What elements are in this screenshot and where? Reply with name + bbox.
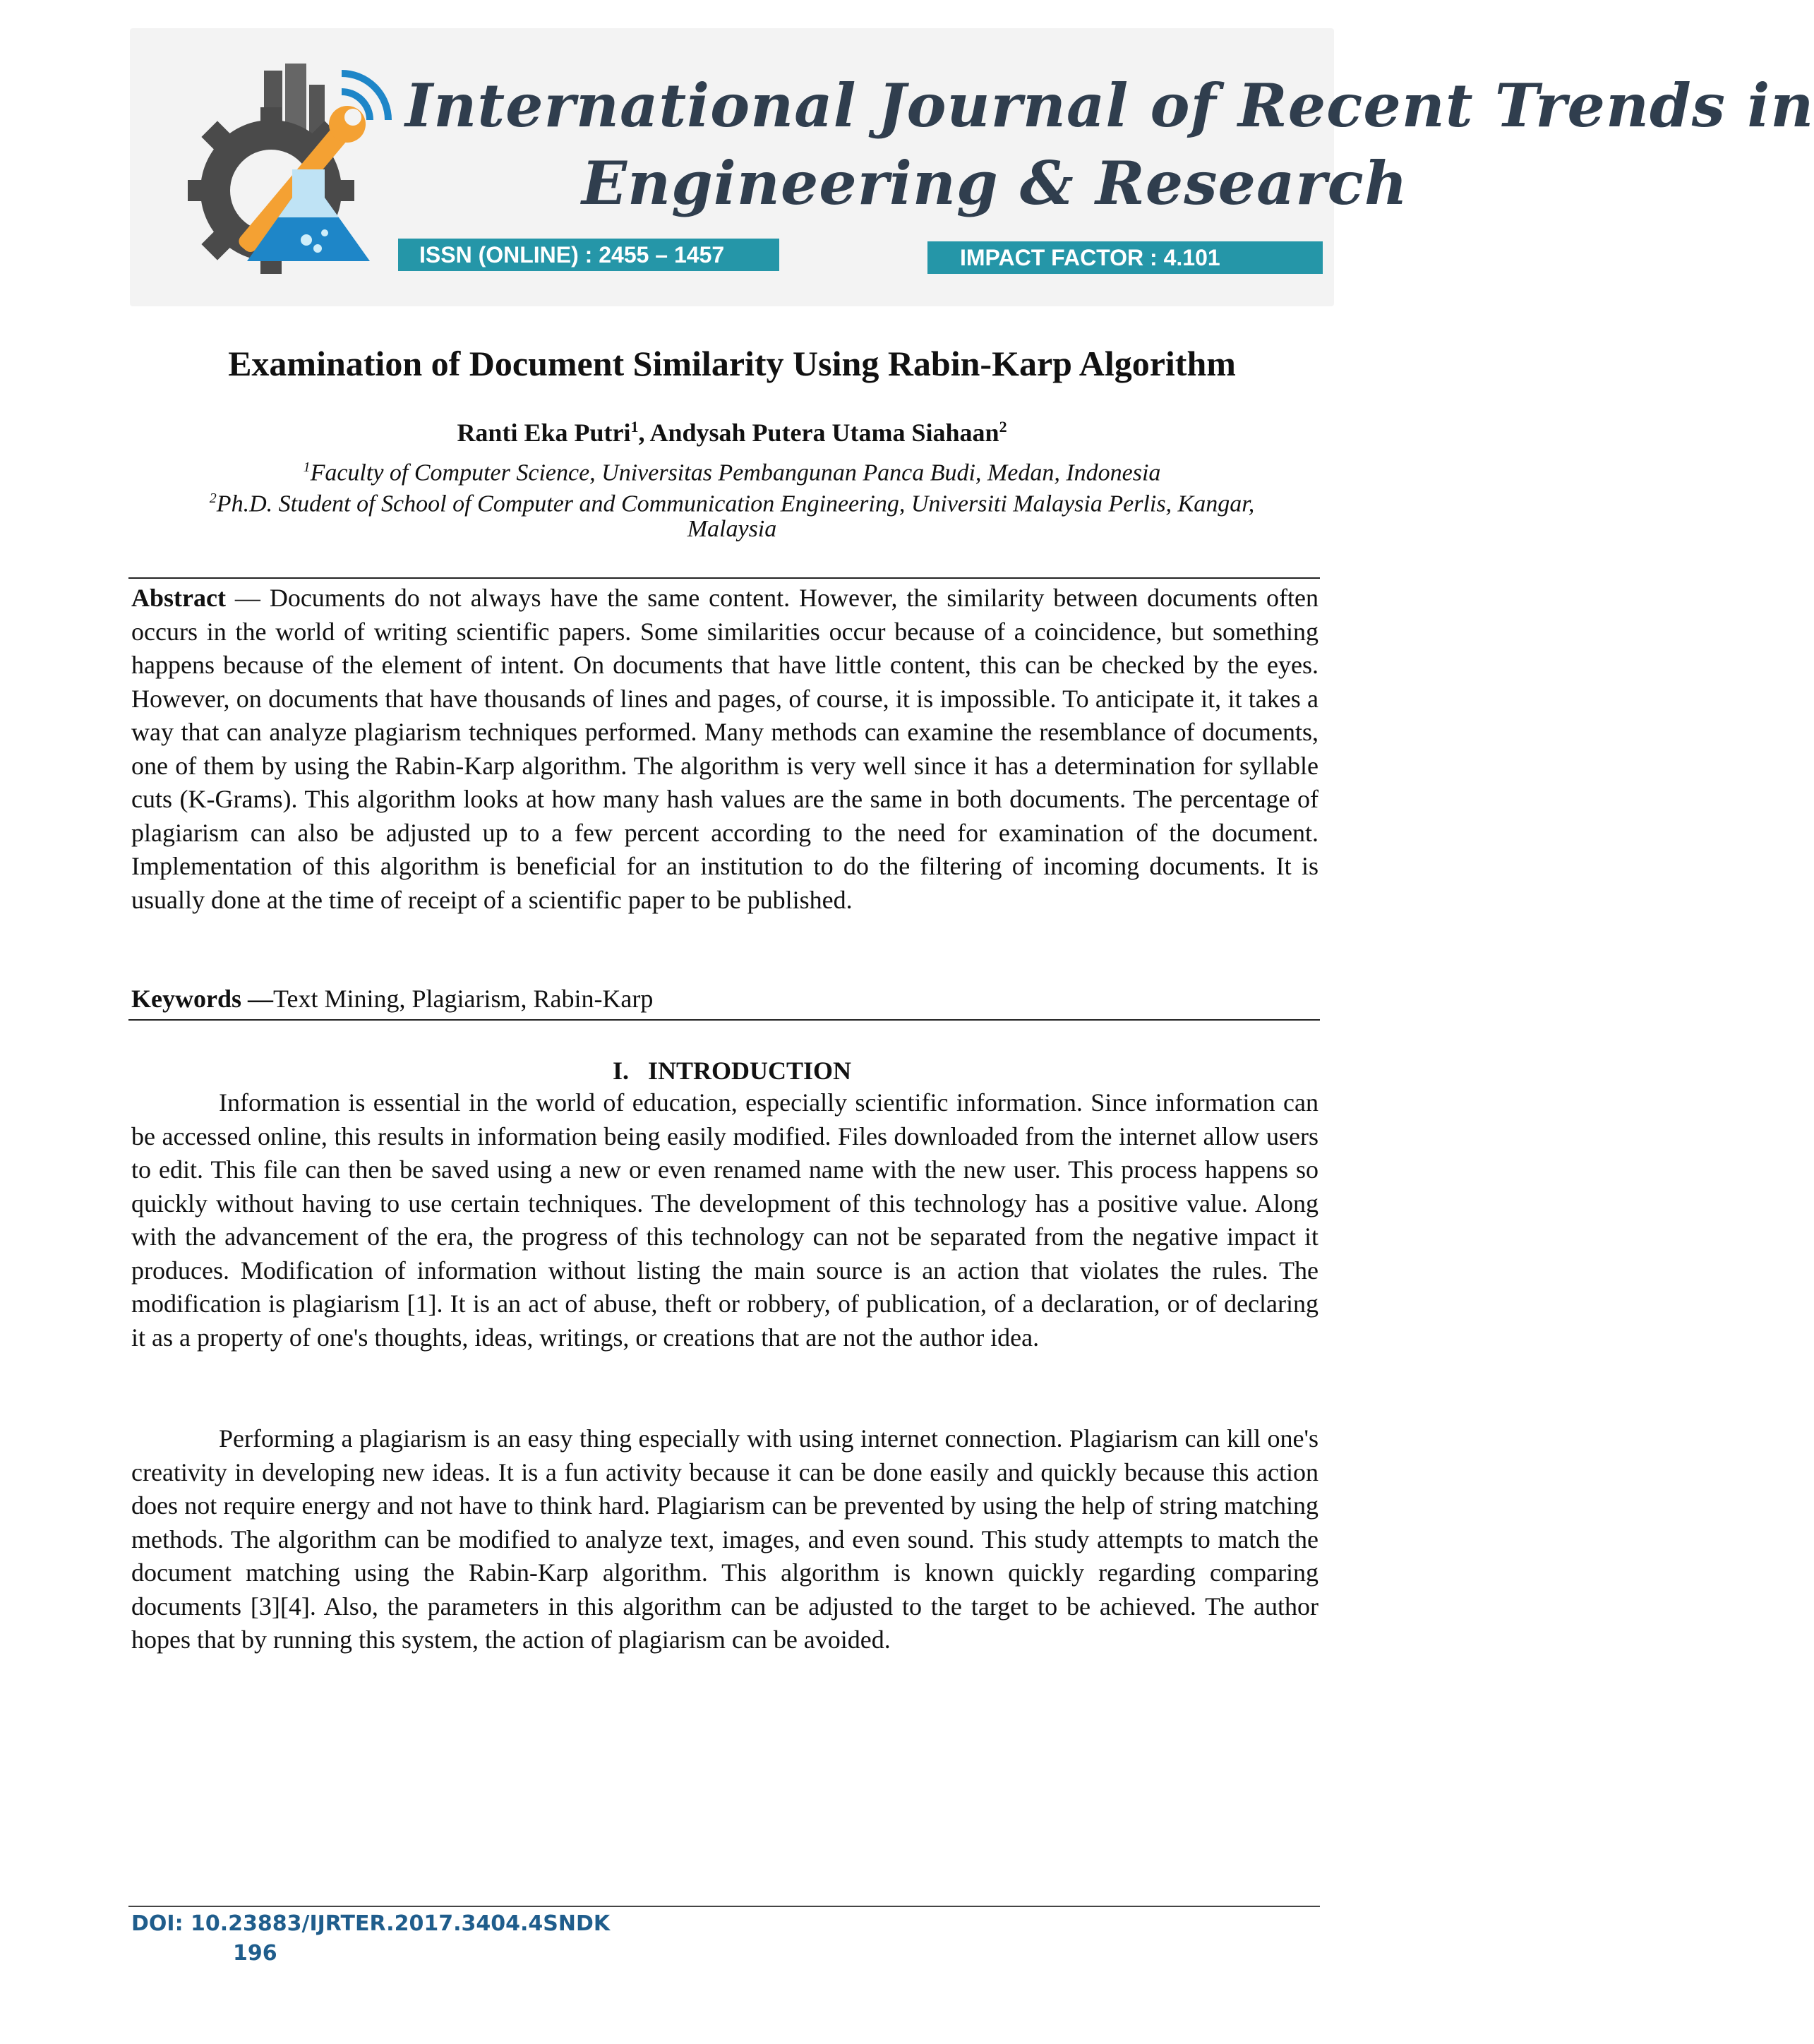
impact-factor-badge: IMPACT FACTOR : 4.101 [927,241,1323,274]
issn-badge: ISSN (ONLINE) : 2455 – 1457 [398,239,779,271]
journal-title-line2: Engineering & Research [582,148,1408,218]
abstract-label: Abstract [131,584,226,612]
paper-title: Examination of Document Similarity Using Rabin-Karp Algorithm [228,344,1236,383]
section-heading-introduction [130,1056,1334,1086]
keywords-bottom-rule [128,1019,1320,1021]
author-name: Ranti Eka Putri [457,419,631,447]
author-separator: , [638,419,650,447]
author-sup: 2 [999,418,1007,435]
affiliation-text: Ph.D. Student of School of Computer and Communication Engineering, Universiti Malaysia Perlis, Kangar, [216,491,1255,517]
journal-banner [130,28,1814,306]
affiliation-sup: 1 [303,459,311,475]
journal-title-line1: International Journal of Recent Trends in [405,71,1814,140]
abstract [131,582,1319,917]
intro-paragraph-1: Information is essential in the world of education, especially scientific information. Since information can be accessed online, this results in information being easily modified. Files downloaded from the internet allow users to edit. This file can then be saved using a new or even renamed name with the new user. This process happens so quickly without having to use certain techniques. The development of this technology has a positive value. Along with the advancement of the era, the progress of this technology can not be separated from the negative impact it produces. Modification of information without listing the main source is an action that violates the rules. The modification is plagiarism [1]. It is an act of abuse, theft or robbery, of publication, of a declaration, or of declaring it as a property of one's thoughts, ideas, writings, or creations that are not the author idea. [131,1088,1319,1352]
doi-text: DOI: 10.23883/IJRTER.2017.3404.4SNDK [131,1911,611,1936]
keywords [131,982,1319,1016]
footer-rule [128,1906,1320,1907]
keywords-text: Text Mining, Plagiarism, Rabin-Karp [273,985,654,1013]
abstract-top-rule [128,577,1320,579]
affiliation-sup: 2 [209,491,217,506]
intro-paragraph-2: Performing a plagiarism is an easy thing especially with using internet connection. Plagiarism can kill one's creativity in developing new ideas. It is a fun activity because it can be done easily and quickly because this action does not require energy and not have to think hard. Plagiarism can be prevented by using the help of string matching methods. The algorithm can be modified to analyze text, images, and even sound. This study attempts to match the document matching using the Rabin-Karp algorithm. This algorithm is known quickly regarding comparing documents [3][4]. Also, the parameters in this algorithm can be adjusted to the target to be achieved. The author hopes that by running this system, the action of plagiarism can be avoided. [131,1424,1319,1654]
author-name: Andysah Putera Utama Siahaan [649,419,999,447]
page-number: 196 [233,1941,277,1966]
author-list [130,418,1334,447]
section-number: I. [612,1057,629,1085]
affiliation-2-continued: Malaysia [687,516,777,542]
section-title: INTRODUCTION [647,1057,852,1085]
keywords-label: Keywords — [131,985,273,1013]
abstract-text: — Documents do not always have the same content. However, the similarity between documents often occurs in the world of writing scientific papers. Some similarities occur because of a coincidence, but something happens because of the element of intent. On documents that have little content, this can be checked by the eyes. However, on documents that have thousands of lines and pages, of course, it is impossible. To anticipate it, it takes a way that can analyze plagiarism techniques performed. Many methods can examine the resemblance of documents, one of them by using the Rabin-Karp algorithm. The algorithm is very well since it has a determination for syllable cuts (K-Grams). This algorithm looks at how many hash values are the same in both documents. The percentage of plagiarism can also be adjusted up to a few percent according to the need for examination of the document. Implementation of this algorithm is beneficial for an institution to do the filtering of incoming documents. It is usually done at the time of receipt of a scientific paper to be published. [131,584,1319,914]
affiliation-text: Faculty of Computer Science, Universitas Pembangunan Panca Budi, Medan, Indonesia [310,459,1161,486]
journal-logo-icon [165,64,398,275]
author-sup: 1 [630,418,639,435]
